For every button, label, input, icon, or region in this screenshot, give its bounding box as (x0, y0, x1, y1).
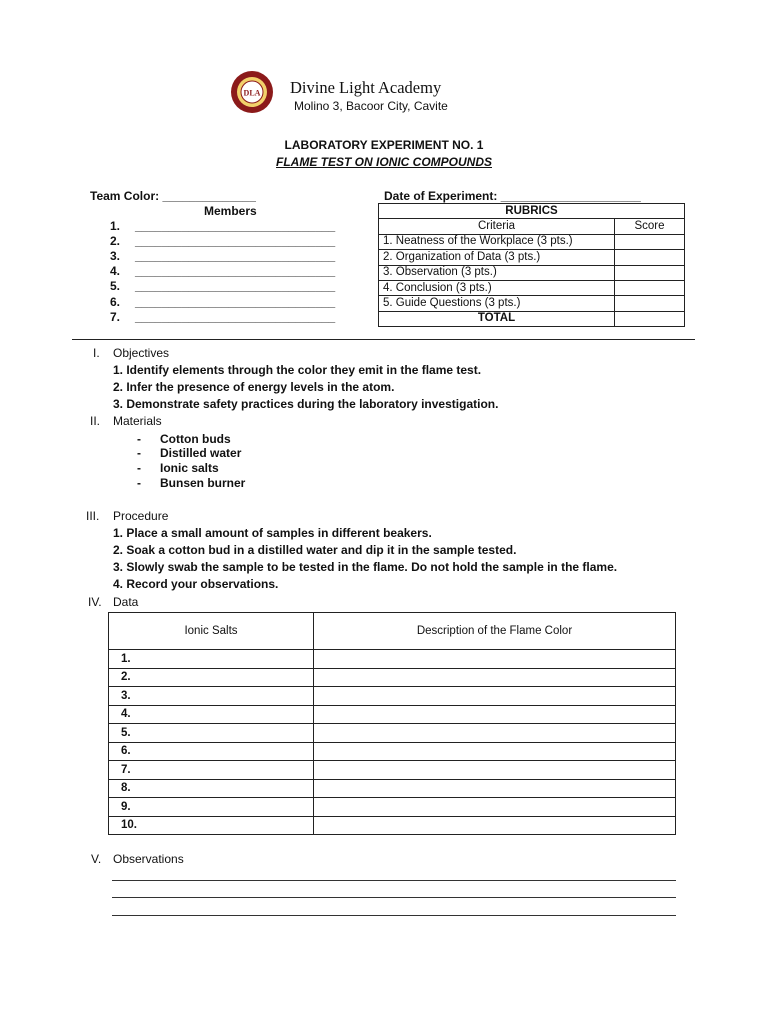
observation-answer-line[interactable] (112, 880, 676, 881)
material-bullet: - (137, 476, 141, 490)
member-row[interactable]: 4. ______________________________ (110, 264, 336, 278)
score-cell[interactable] (615, 234, 685, 249)
score-cell[interactable] (615, 296, 685, 311)
school-address: Molino 3, Bacoor City, Cavite (294, 99, 448, 113)
materials-number: II. (90, 414, 101, 428)
flame-color-cell[interactable] (314, 742, 676, 761)
material-item: Cotton buds (160, 432, 231, 446)
school-seal-icon (230, 70, 274, 114)
data-number: IV. (88, 595, 102, 609)
material-item: Bunsen burner (160, 476, 246, 490)
rubrics-table (378, 203, 685, 327)
seal-initials: DLA (243, 88, 261, 98)
rubric-row: 3. Observation (3 pts.) (379, 265, 685, 280)
rubrics-total: TOTAL (379, 311, 615, 326)
total-score-cell[interactable] (615, 311, 685, 326)
col-ionic-salts: Ionic Salts (109, 613, 314, 650)
objective-item: 3. Demonstrate safety practices during the laboratory investigation. (113, 397, 499, 411)
member-row[interactable]: 7. ______________________________ (110, 310, 336, 324)
table-row: 9. (109, 798, 676, 817)
rubrics-title: RUBRICS (379, 204, 685, 219)
member-row[interactable]: 5. ______________________________ (110, 279, 336, 293)
flame-color-cell[interactable] (314, 779, 676, 798)
flame-color-cell[interactable] (314, 705, 676, 724)
material-item: Ionic salts (160, 461, 219, 475)
material-bullet: - (137, 446, 141, 460)
score-cell[interactable] (615, 280, 685, 295)
procedure-number: III. (86, 509, 100, 523)
flame-color-cell[interactable] (314, 724, 676, 743)
rubric-row: 2. Organization of Data (3 pts.) (379, 250, 685, 265)
member-row[interactable]: 3. ______________________________ (110, 249, 336, 263)
section-divider (72, 339, 695, 340)
objective-item: 2. Infer the presence of energy levels in the atom. (113, 380, 395, 394)
objective-item: 1. Identify elements through the color they emit in the flame test. (113, 363, 482, 377)
school-name: Divine Light Academy (290, 78, 442, 97)
flame-color-cell[interactable] (314, 816, 676, 835)
table-row: 1. (109, 650, 676, 669)
observations-number: V. (91, 852, 102, 866)
team-color-field[interactable]: Team Color: ______________ (90, 189, 256, 203)
procedure-item: 4. Record your observations. (113, 577, 279, 591)
material-bullet: - (137, 461, 141, 475)
observation-answer-line[interactable] (112, 915, 676, 916)
score-cell[interactable] (615, 265, 685, 280)
member-row[interactable]: 1. ______________________________ (110, 219, 336, 233)
table-row: 3. (109, 687, 676, 706)
rubric-row: 1. Neatness of the Workplace (3 pts.) (379, 234, 685, 249)
flame-color-cell[interactable] (314, 668, 676, 687)
procedure-item: 2. Soak a cotton bud in a distilled water and dip it in the sample tested. (113, 543, 517, 557)
data-title: Data (113, 595, 139, 609)
flame-color-cell[interactable] (314, 798, 676, 817)
table-row: 2. (109, 668, 676, 687)
data-table (108, 612, 676, 835)
rubrics-col-criteria: Criteria (379, 219, 615, 234)
materials-title: Materials (113, 414, 162, 428)
member-row[interactable]: 6. ______________________________ (110, 295, 336, 309)
rubric-row: 5. Guide Questions (3 pts.) (379, 296, 685, 311)
rubric-row: 4. Conclusion (3 pts.) (379, 280, 685, 295)
members-heading: Members (204, 204, 257, 218)
material-item: Distilled water (160, 446, 242, 460)
member-row[interactable]: 2. ______________________________ (110, 234, 336, 248)
score-cell[interactable] (615, 250, 685, 265)
date-of-experiment-field[interactable]: Date of Experiment: _____________________ (384, 189, 641, 203)
lab-subtitle: FLAME TEST ON IONIC COMPOUNDS (276, 155, 492, 169)
table-row: 10. (109, 816, 676, 835)
flame-color-cell[interactable] (314, 687, 676, 706)
table-row: 8. (109, 779, 676, 798)
procedure-item: 3. Slowly swab the sample to be tested in the flame. Do not hold the sample in the flame. (113, 560, 618, 574)
flame-color-cell[interactable] (314, 761, 676, 780)
procedure-item: 1. Place a small amount of samples in different beakers. (113, 526, 432, 540)
table-row: 6. (109, 742, 676, 761)
observations-title: Observations (113, 852, 184, 866)
table-row: 5. (109, 724, 676, 743)
table-row: 4. (109, 705, 676, 724)
lab-title: LABORATORY EXPERIMENT NO. 1 (284, 138, 484, 152)
table-row: 7. (109, 761, 676, 780)
objectives-title: Objectives (113, 346, 170, 360)
col-flame-color: Description of the Flame Color (314, 613, 676, 650)
procedure-title: Procedure (113, 509, 169, 523)
observation-answer-line[interactable] (112, 897, 676, 898)
flame-color-cell[interactable] (314, 650, 676, 669)
rubrics-col-score: Score (615, 219, 685, 234)
objectives-number: I. (93, 346, 100, 360)
material-bullet: - (137, 432, 141, 446)
